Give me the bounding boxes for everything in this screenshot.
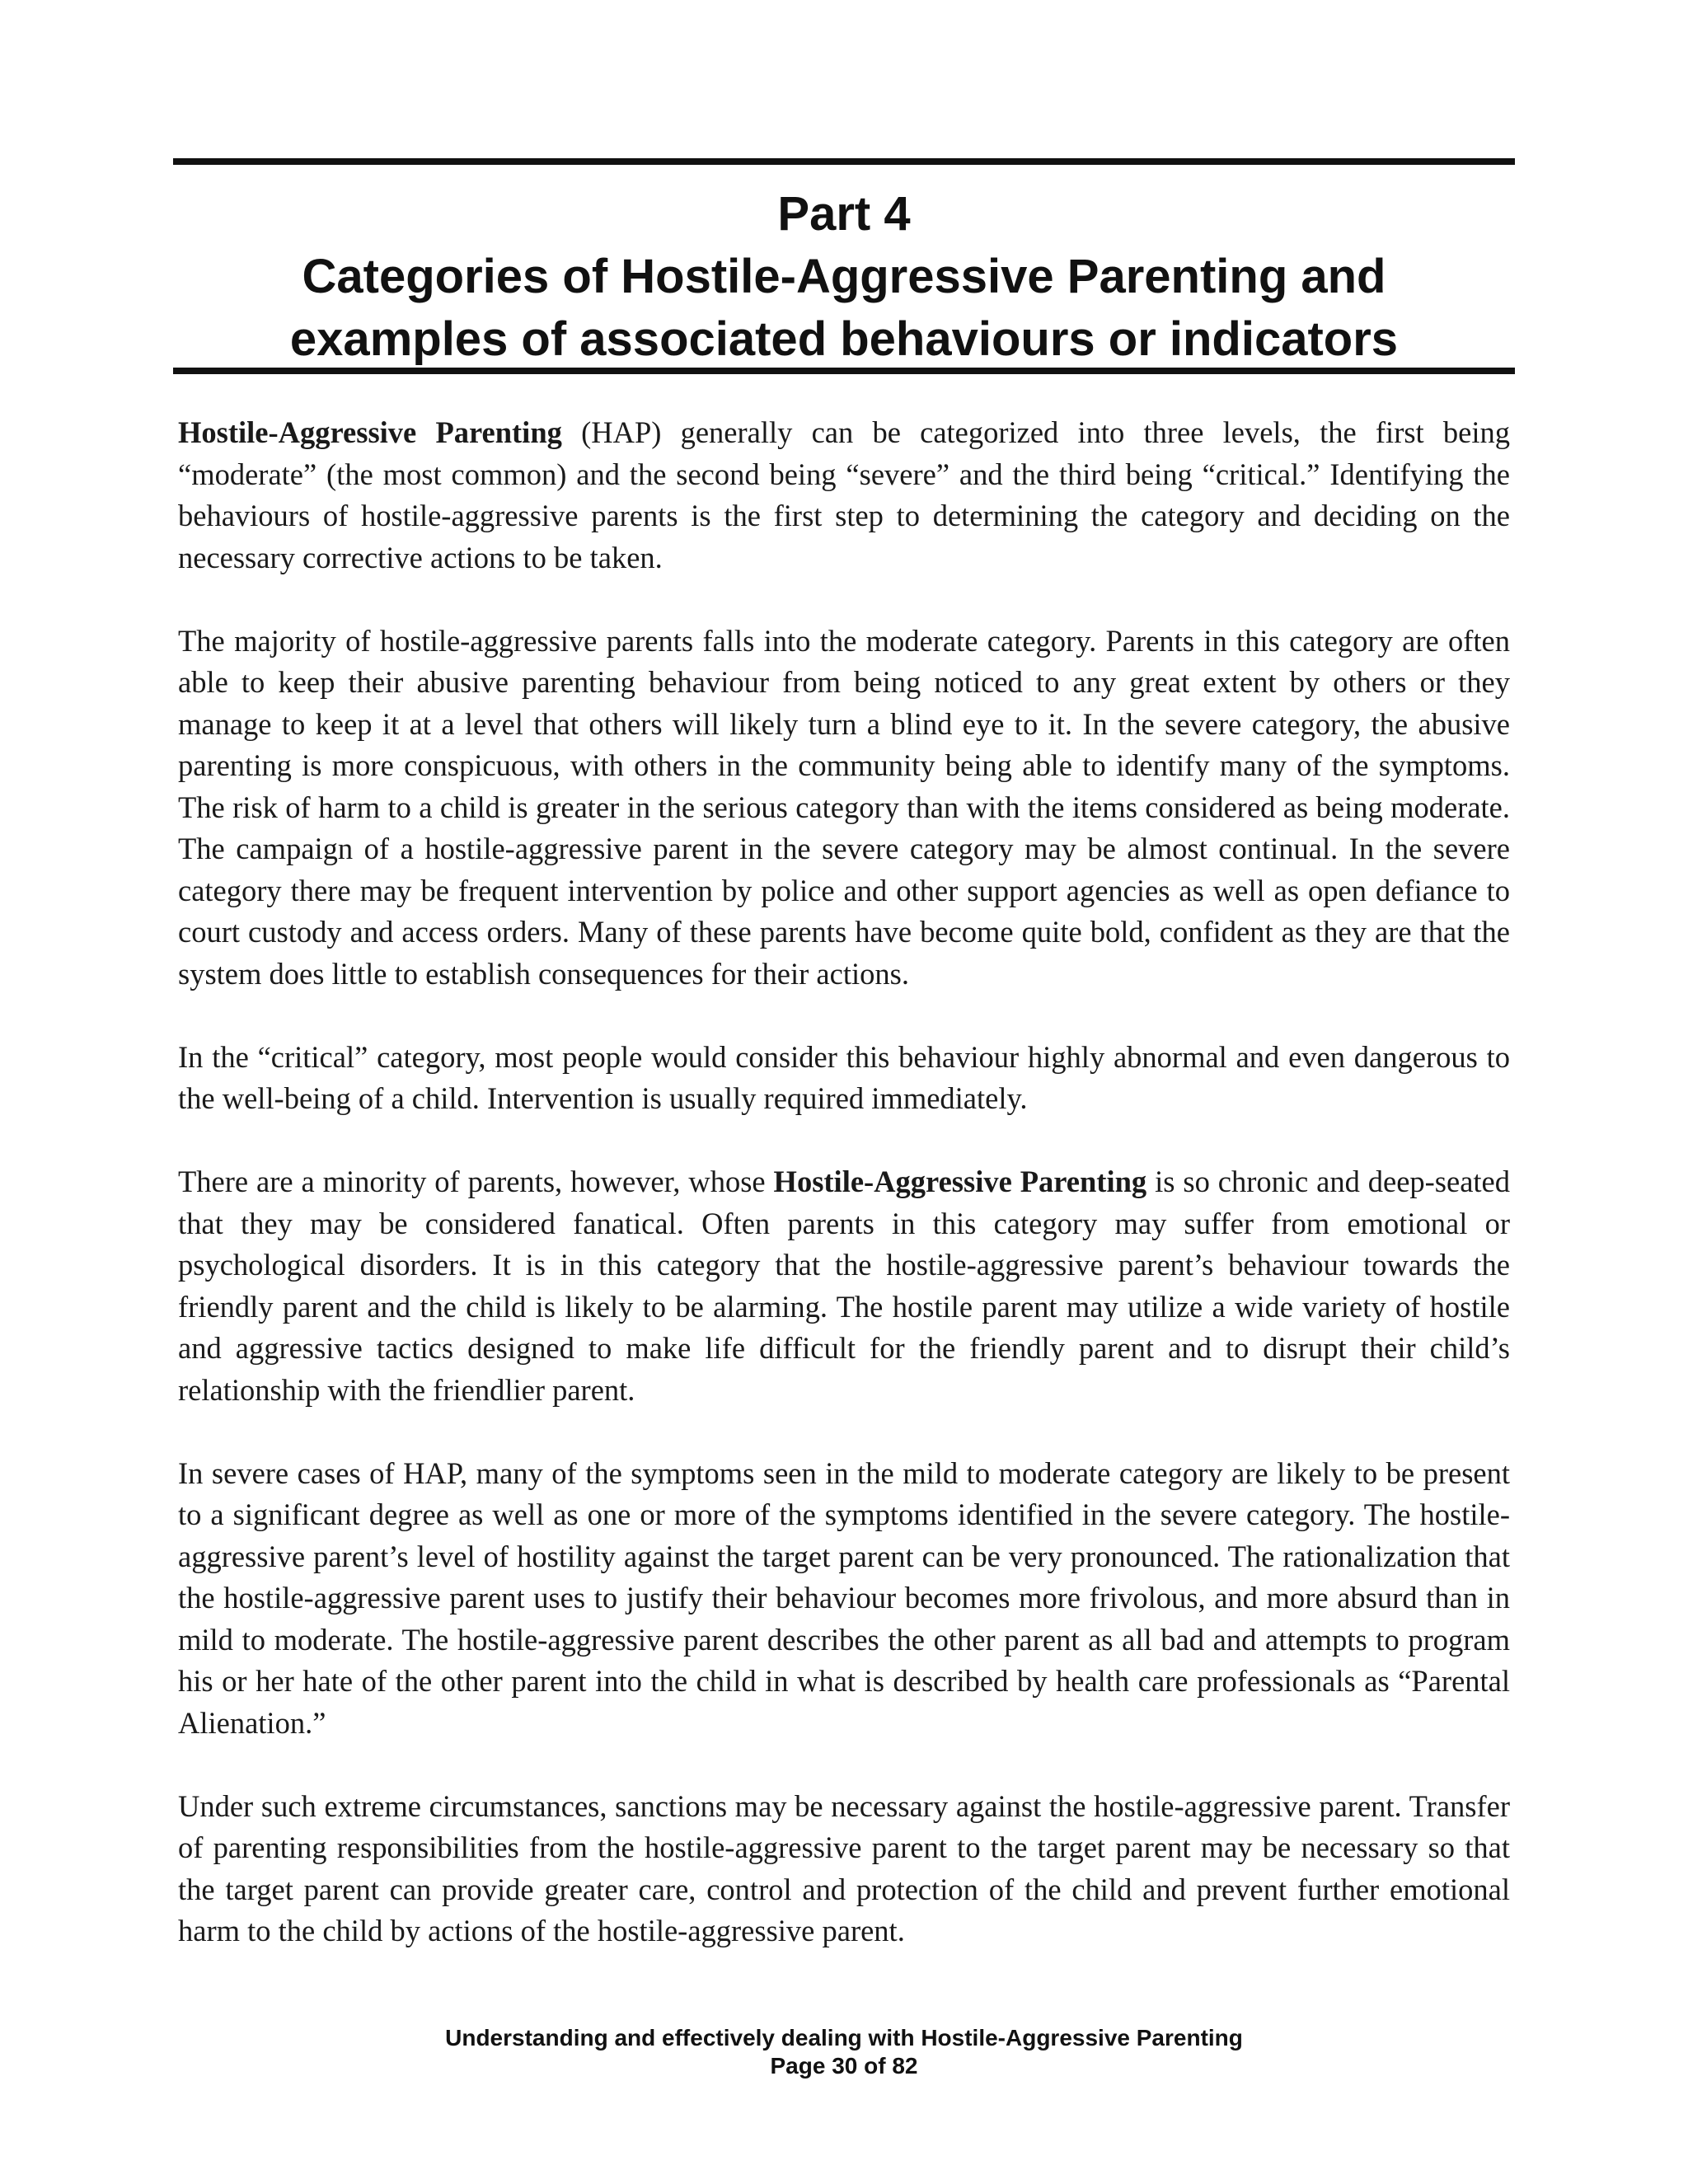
part-number: Part 4 (777, 187, 911, 241)
page-footer (173, 2024, 1515, 2080)
paragraph-critical: In the “critical” category, most people would consider this behaviour highly abnormal and even dangerous to the well-being of a child. Intervention is usually required immediately. (178, 1039, 1510, 1115)
term-hap-bold-2: Hostile-Aggressive Parenting (773, 1165, 1147, 1198)
heading-bottom-rule (173, 368, 1515, 374)
footer-book-title: Understanding and effectively dealing with Hostile-Aggressive Parenting (445, 2025, 1243, 2050)
paragraph-sanctions: Under such extreme circumstances, sanctions may be necessary against the hostile-aggressive parent. Transfer of parenting responsibilities from the hostile-aggressive parent to the target parent may be necessary so that the target parent can provide greater care, control and protection of the child and prevent further emotional harm to the child by actions of the hostile-aggressive parent. (178, 1788, 1510, 1947)
term-hap-bold: Hostile-Aggressive Parenting (178, 415, 562, 449)
paragraph-fanatical (178, 1161, 1510, 1411)
section-heading (173, 183, 1515, 371)
heading-top-rule (173, 158, 1515, 165)
paragraph-intro (178, 412, 1510, 579)
paragraph-fanatical-before: There are a minority of parents, however, whose (178, 1165, 774, 1198)
document-body (178, 412, 1510, 1994)
section-title-line-1: Categories of Hostile-Aggressive Parenting and (302, 250, 1386, 303)
paragraph-severe-cases: In severe cases of HAP, many of the symptoms seen in the mild to moderate category are likely to be present to a significant degree as well as one or more of the symptoms identified in the severe category. The hostile-aggressive parent’s level of hostility against the target parent can be very pronounced. The rationalization that the hostile-aggressive parent uses to justify their behaviour becomes more frivolous, and more absurd than in mild to moderate. The hostile-aggressive parent describes the other parent as all bad and attempts to program his or her hate of the other parent into the child in what is described by health care professionals as “Parental Alienation.” (178, 1455, 1510, 1740)
paragraph-moderate-severe: The majority of hostile-aggressive parents falls into the moderate category. Parents in this category are often able to keep their abusive parenting behaviour from being noticed to any great extent by others or they manage to keep it at a level that others will likely turn a blind eye to it. In the severe category, the abusive parenting is more conspicuous, with others in the community being able to identify many of the symptoms. The risk of harm to a child is greater in the serious category than with the items considered as being moderate. The campaign of a hostile-aggressive parent in the severe category may be almost continual. In the severe category there may be frequent intervention by police and other support agencies as well as open defiance to court custody and access orders. Many of these parents have become quite bold, confident as they are that the system does little to establish consequences for their actions. (178, 623, 1510, 991)
section-title-line-2: examples of associated behaviours or indicators (289, 312, 1399, 366)
footer-page-number: Page 30 of 82 (770, 2053, 918, 2079)
paragraph-intro-text: (HAP) generally can be categorized into three levels, the first being “moderate” (the most common) and the second being “severe” and the third being “critical.” Identifying the behaviours of hostile-aggressive parents is the first step to determining the category and deciding on the necessary corrective actions to be taken. (178, 415, 1510, 574)
paragraph-fanatical-after: is so chronic and deep-seated that they may be considered fanatical. Often parents in this category may suffer from emotional or psychological disorders. It is in this category that the hostile-aggressive parent’s behaviour towards the friendly parent and the child is likely to be alarming. The hostile parent may utilize a wide variety of hostile and aggressive tactics designed to make life difficult for the friendly parent and to disrupt their child’s relationship with the friendlier parent. (178, 1165, 1511, 1407)
